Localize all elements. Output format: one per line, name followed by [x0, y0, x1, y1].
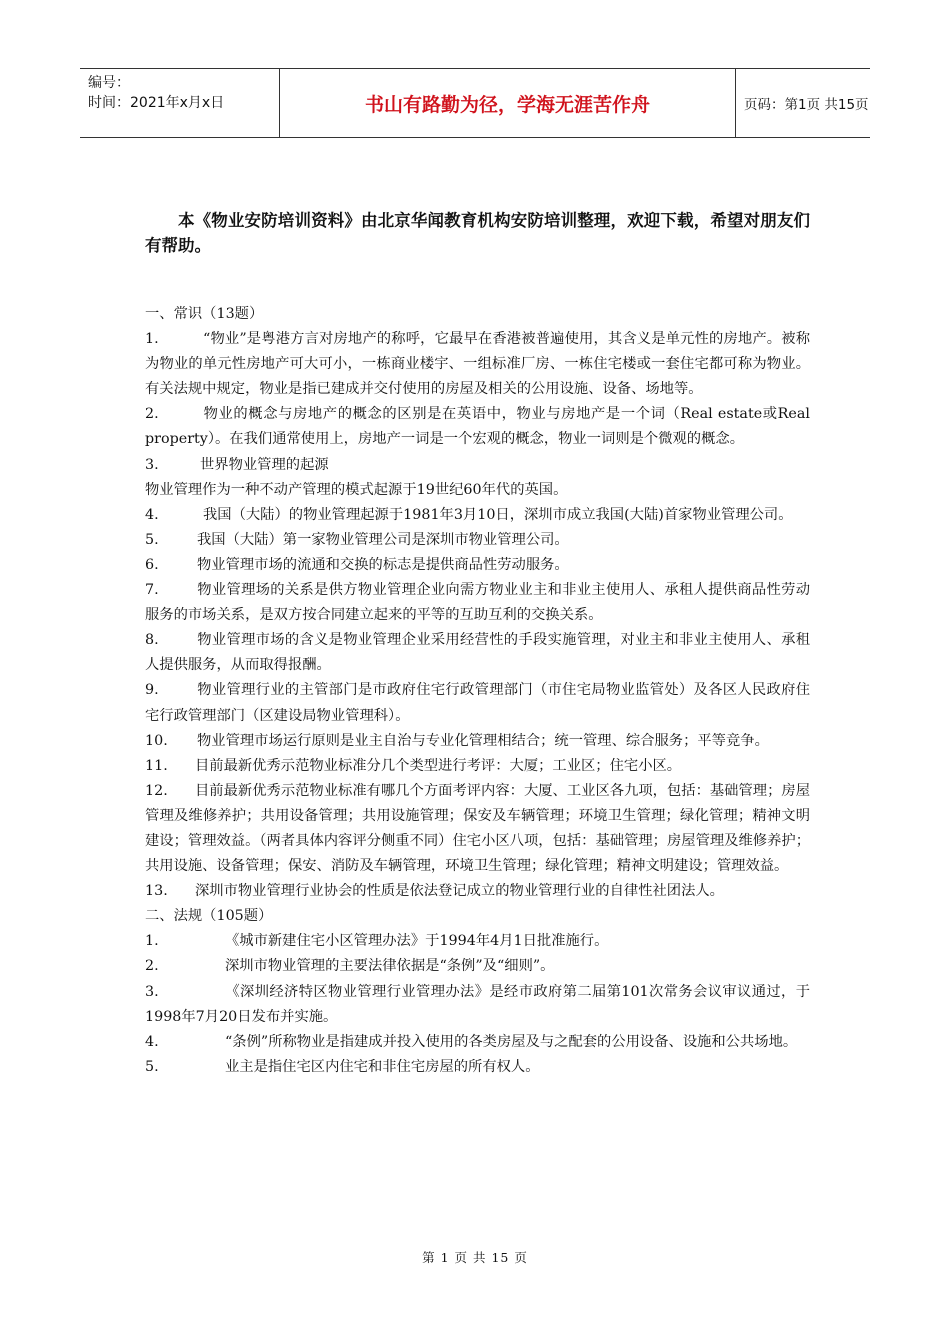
list-item — [145, 1030, 810, 1055]
document-body — [145, 302, 810, 1080]
item-number: 4. — [145, 1033, 159, 1050]
header-bianhao: 编号： — [88, 75, 130, 91]
item-text: 物业管理作为一种不动产管理的模式起源于19世纪60年代的英国。 — [145, 481, 568, 498]
header-shijian: 时间：2021年x月x日 — [88, 95, 225, 111]
item-text: 物业管理场的关系是供方物业管理企业向需方物业业主和非业主使用人、承租人提供商品性劳动服务的市场关系，是双方按合同建立起来的平等的互助互利的交换关系。 — [145, 582, 810, 624]
item-text: 物业管理市场运行原则是业主自治与专业化管理相结合；统一管理、综合服务；平等竞争。 — [197, 732, 769, 749]
item-text: 我国（大陆）的物业管理起源于1981年3月10日，深圳市成立我国(大陆)首家物业管理公司。 — [203, 506, 793, 523]
item-number: 12. — [145, 782, 168, 799]
section-2-title: 二、法规（105题） — [145, 908, 273, 925]
item-text: 深圳市物业管理的主要法律依据是“条例”及“细则”。 — [225, 958, 555, 975]
item-number: 1. — [145, 933, 159, 950]
item-number: 3. — [145, 456, 159, 473]
item-text: “条例”所称物业是指建成并投入使用的各类房屋及与之配套的公用设备、设施和公共场地。 — [225, 1033, 798, 1050]
item-text: 世界物业管理的起源 — [200, 456, 329, 473]
item-text: 《城市新建住宅小区管理办法》于1994年4月1日批准施行。 — [225, 933, 609, 950]
item-number: 5. — [145, 531, 159, 548]
section-1-title: 一、常识（13题） — [145, 306, 264, 322]
list-item — [145, 754, 810, 779]
item-text: 物业管理市场的流通和交换的标志是提供商品性劳动服务。 — [197, 556, 569, 573]
item-number: 4. — [145, 506, 159, 523]
item-number: 13. — [145, 883, 168, 900]
item-number: 7. — [145, 582, 159, 599]
list-item — [145, 779, 810, 879]
list-item — [145, 478, 810, 503]
item-number: 9. — [145, 682, 159, 699]
header-meta — [80, 69, 280, 137]
item-text: 我国（大陆）第一家物业管理公司是深圳市物业管理公司。 — [197, 531, 569, 548]
list-item — [145, 327, 810, 402]
item-text: 物业管理市场的含义是物业管理企业采用经营性的手段实施管理，对业主和非业主使用人、承租人提供服务，从而取得报酬。 — [145, 632, 810, 674]
list-item — [145, 578, 810, 628]
list-item — [145, 402, 810, 452]
item-number: 5. — [145, 1058, 159, 1075]
list-item — [145, 929, 810, 954]
header-motto: 书山有路勤为径，学海无涯苦作舟 — [280, 69, 736, 137]
item-text: 深圳市物业管理行业协会的性质是依法登记成立的物业管理行业的自律性社团法人。 — [195, 883, 724, 900]
item-number: 2. — [145, 406, 159, 423]
page-footer: 第 1 页 共 15 页 — [422, 1250, 528, 1265]
item-number: 1. — [145, 331, 159, 348]
header-page: 页码：第1页 共15页 — [744, 97, 869, 113]
item-text: 物业管理行业的主管部门是市政府住宅行政管理部门（市住宅局物业监管处）及各区人民政府住宅行政管理部门（区建设局物业管理科）。 — [145, 682, 810, 724]
item-text: 业主是指住宅区内住宅和非住宅房屋的所有权人。 — [225, 1058, 540, 1075]
intro-paragraph: 本《物业安防培训资料》由北京华闻教育机构安防培训整理，欢迎下载，希望对朋友们有帮助。 — [145, 211, 810, 255]
item-text: 目前最新优秀示范物业标准有哪几个方面考评内容：大厦、工业区各九项，包括：基础管理；房屋管理及维修养护；共用设备管理；共用设施管理；保安及车辆管理；环境卫生管理；绿化管理；精神文明建设；管理效益。（两者具体内容评分侧重不同）住宅小区八项，包括：基础管理；房屋管理及维修养护；共用设施、设备管理；保安、消防及车辆管理，环境卫生管理；绿化管理；精神文明建设；管理效益。 — [145, 782, 810, 875]
item-number: 6. — [145, 556, 159, 573]
list-item — [145, 503, 810, 528]
item-number: 11. — [145, 757, 168, 774]
list-item — [145, 528, 810, 553]
list-item — [145, 729, 810, 754]
item-number: 2. — [145, 958, 159, 975]
list-item — [145, 453, 810, 478]
item-text: 物业的概念与房地产的概念的区别是在英语中，物业与房地产是一个词（Real estate或Real property）。在我们通常使用上，房地产一词是一个宏观的概念，物业一词则是个微观的概念。 — [145, 406, 810, 448]
list-item — [145, 628, 810, 678]
item-number: 10. — [145, 732, 168, 749]
header-table — [80, 68, 870, 138]
item-text: 目前最新优秀示范物业标准分几个类型进行考评：大厦；工业区；住宅小区。 — [195, 757, 682, 774]
item-number: 8. — [145, 632, 159, 649]
item-number: 3. — [145, 983, 159, 1000]
list-item — [145, 879, 810, 904]
item-text: “物业”是粤港方言对房地产的称呼，它最早在香港被普遍使用，其含义是单元性的房地产。被称为物业的单元性房地产可大可小，一栋商业楼宇、一组标准厂房、一栋住宅楼或一套住宅都可称为物业。有关法规中规定，物业是指已建成并交付使用的房屋及相关的公用设施、设备、场地等。 — [145, 331, 810, 398]
list-item — [145, 553, 810, 578]
list-item — [145, 678, 810, 728]
list-item — [145, 980, 810, 1030]
item-text: 《深圳经济特区物业管理行业管理办法》是经市政府第二届第101次常务会议审议通过，于1998年7月20日发布并实施。 — [145, 983, 810, 1025]
list-item — [145, 954, 810, 979]
list-item — [145, 1055, 810, 1080]
